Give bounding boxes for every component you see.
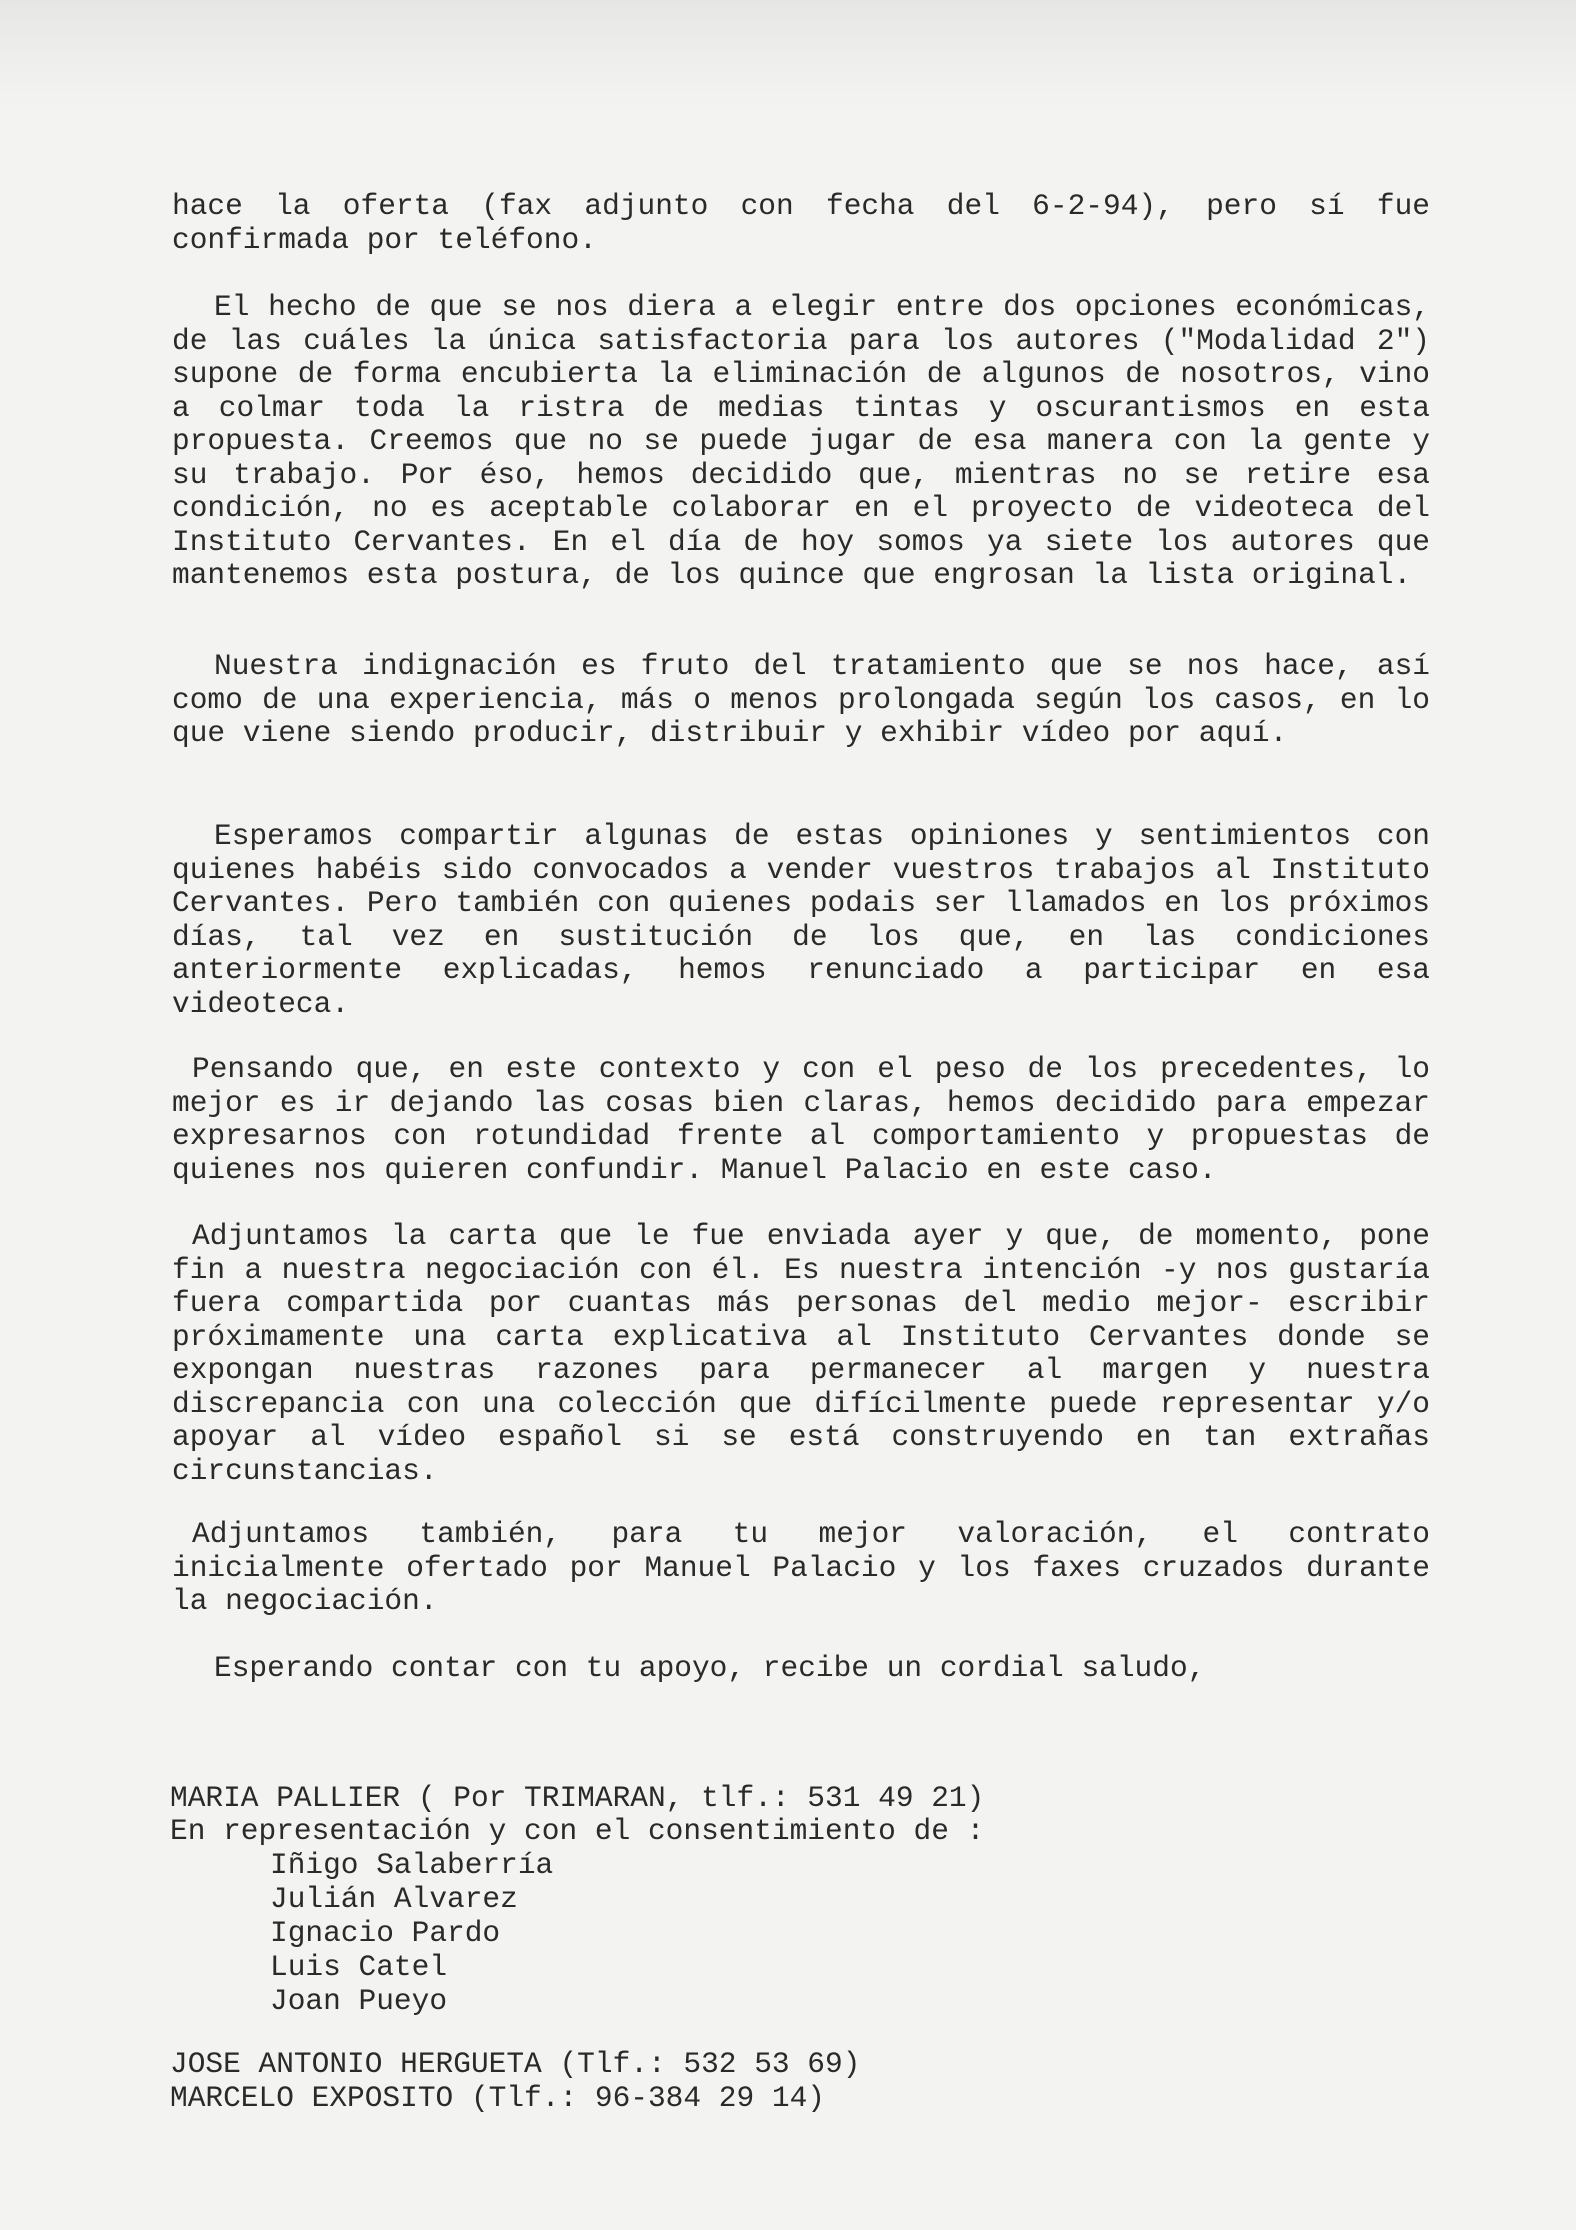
paragraph-indignation: Nuestra indignación es fruto del tratamiento que se nos hace, así como de una experiencia, más o menos prolongada según los casos, en lo que viene siendo producir, distribuir y exhibir vídeo por aquí.: [172, 649, 1430, 750]
represented-author: Ignacio Pardo: [270, 1916, 501, 1950]
signatory-line: MARIA PALLIER ( Por TRIMARAN, tlf.: 531 49 21): [170, 1781, 985, 1815]
closing-salutation: Esperando contar con tu apoyo, recibe un cordial saludo,: [214, 1651, 1206, 1685]
paragraph-context: Pensando que, en este contexto y con el peso de los precedentes, lo mejor es ir dejando las cosas bien claras, hemos decidido para empezar expresarnos con rotundidad frente al comportamiento y propuestas de quienes nos quieren confundir. Manuel Palacio en este caso.: [172, 1052, 1430, 1187]
paragraph-attached-contract: Adjuntamos también, para tu mejor valoración, el contrato inicialmente ofertado por Manuel Palacio y los faxes cruzados durante la negociación.: [172, 1517, 1430, 1618]
representation-line: En representación y con el consentimiento de :: [170, 1814, 985, 1848]
paragraph-attached-letter: Adjuntamos la carta que le fue enviada ayer y que, de momento, pone fin a nuestra negociación con él. Es nuestra intención -y nos gustaría fuera compartida por cuantas más personas del medio mejor- escribir próximamente una carta explicativa al Instituto Cervantes donde se expongan nuestras razones para permanecer al margen y nuestra discrepancia con una colección que difícilmente puede representar y/o apoyar al vídeo español si se está construyendo en tan extrañas circunstancias.: [172, 1219, 1430, 1488]
paragraph-economic-options: El hecho de que se nos diera a elegir entre dos opciones económicas, de las cuáles la única satisfactoria para los autores ("Modalidad 2") supone de forma encubierta la eliminación de algunos de nosotros, vino a colmar toda la ristra de medias tintas y oscurantismos en esta propuesta. Creemos que no se puede jugar de esa manera con la gente y su trabajo. Por éso, hemos decidido que, mientras no se retire esa condición, no es aceptable colaborar en el proyecto de videoteca del Instituto Cervantes. En el día de hoy somos ya siete los autores que mantenemos esta postura, de los quince que engrosan la lista original.: [172, 290, 1430, 592]
contact-exposito: MARCELO EXPOSITO (Tlf.: 96-384 29 14): [170, 2081, 826, 2115]
paragraph-shared-opinions: Esperamos compartir algunas de estas opiniones y sentimientos con quienes habéis sido convocados a vender vuestros trabajos al Instituto Cervantes. Pero también con quienes podais ser llamados en los próximos días, tal vez en sustitución de los que, en las condiciones anteriormente explicadas, hemos renunciado a participar en esa videoteca.: [172, 819, 1430, 1021]
contact-hergueta: JOSE ANTONIO HERGUETA (Tlf.: 532 53 69): [170, 2047, 861, 2081]
represented-author: Luis Catel: [270, 1950, 448, 1984]
represented-author: Julián Alvarez: [270, 1882, 518, 1916]
represented-author: Iñigo Salaberría: [270, 1848, 554, 1882]
represented-author: Joan Pueyo: [270, 1984, 448, 2018]
paragraph-fax-offer: hace la oferta (fax adjunto con fecha del 6-2-94), pero sí fue confirmada por teléfono.: [172, 189, 1430, 257]
